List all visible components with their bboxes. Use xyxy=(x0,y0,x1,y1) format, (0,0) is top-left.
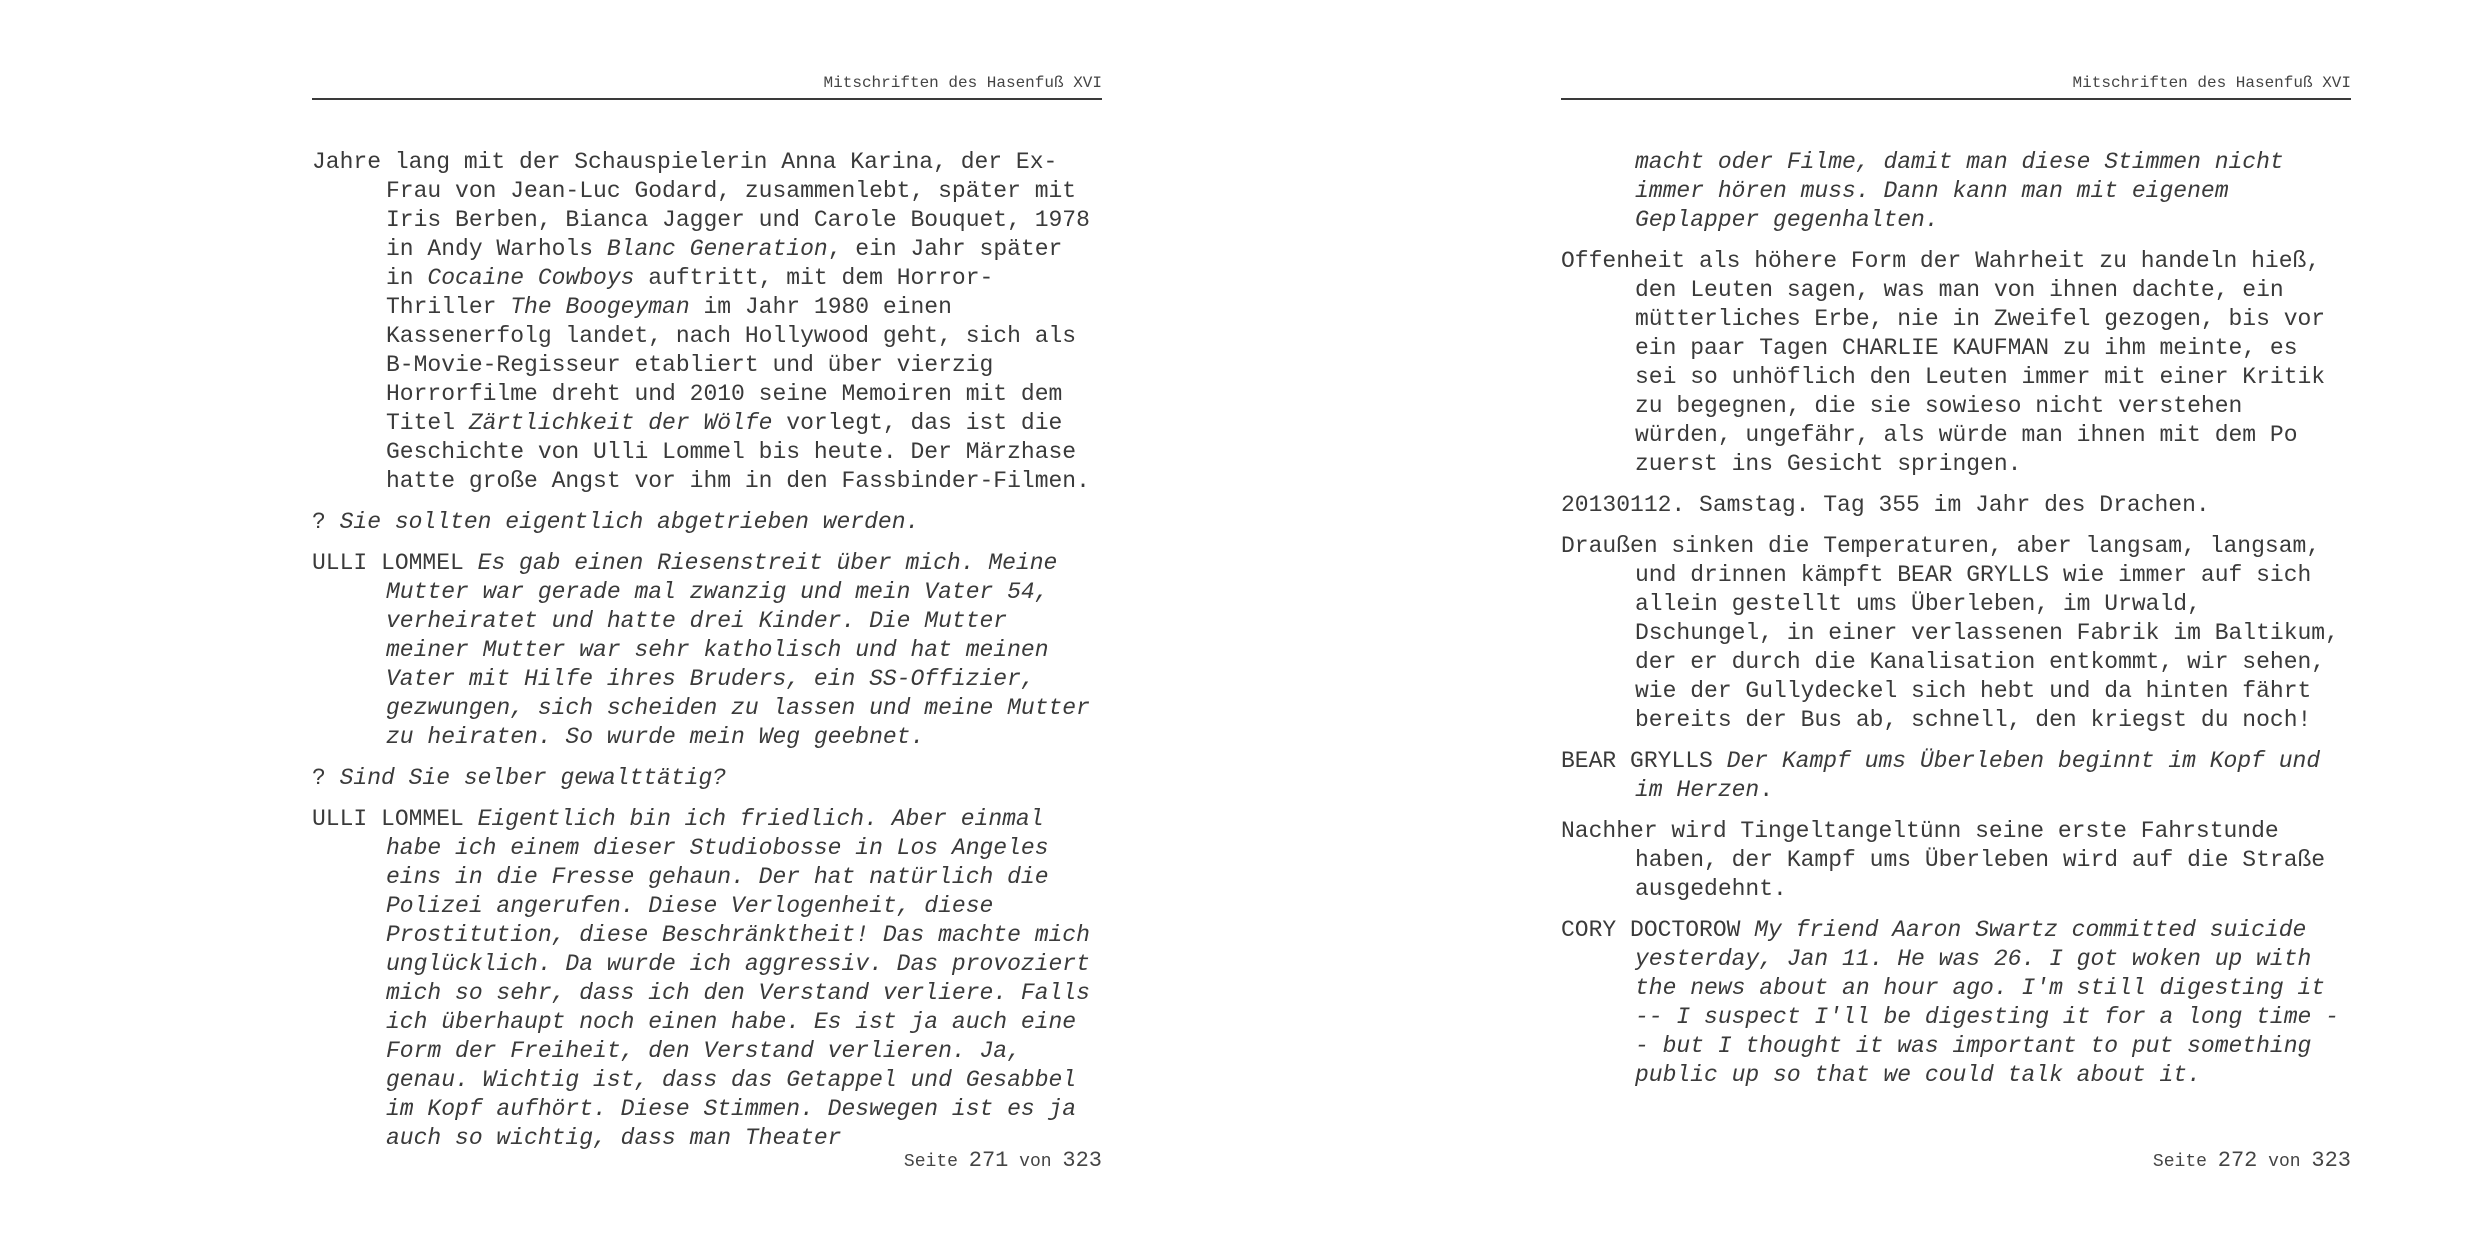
running-header: Mitschriften des Hasenfuß XVI xyxy=(1561,74,2351,100)
text-run: . xyxy=(1759,777,1774,803)
paragraph xyxy=(312,805,1102,1153)
footer-von-label: von xyxy=(2268,1152,2301,1172)
paragraph xyxy=(1561,532,2351,735)
paragraph xyxy=(312,508,1102,537)
italic-text: My friend Aaron Swartz committed suicide yesterday, Jan 11. He was 26. I got woken up with the news about an hour ago. I'm still digesting it -- I suspect I'll be digesting it for a long time -- but I thought it was important to put something public up so that we could talk about it. xyxy=(1635,917,2339,1088)
paragraph xyxy=(1561,247,2351,479)
page-number: 272 xyxy=(2217,1148,2258,1173)
text-run: ? xyxy=(312,509,340,535)
paragraph xyxy=(1561,817,2351,904)
running-header: Mitschriften des Hasenfuß XVI xyxy=(312,74,1102,100)
paragraph xyxy=(1561,148,2351,235)
text-run: ULLI LOMMEL xyxy=(312,806,478,832)
text-run: auftritt, mit dem Horror-Thriller xyxy=(386,265,994,320)
italic-text: Es gab einen Riesenstreit über mich. Meine Mutter war gerade mal zwanzig und mein Vater 54, verheiratet und hatte drei Kinder. Die Mutter meiner Mutter war sehr katholisch und hat meinen Vater mit Hilfe ihres Bruders, ein SS-Offizier, gezwungen, sich scheiden zu lassen und meine Mutter zu heiraten. So wurde mein Weg geebnet. xyxy=(386,550,1090,750)
text-run: BEAR GRYLLS xyxy=(1561,748,1727,774)
footer-von-label: von xyxy=(1019,1152,1052,1172)
page-body xyxy=(312,148,1102,1165)
page-body xyxy=(1561,148,2351,1102)
italic-text: Sind Sie selber gewalttätig? xyxy=(339,765,727,791)
text-run: Jahre lang mit der Schauspielerin Anna Karina, der Ex-Frau von Jean-Luc Godard, zusammenlebt, später mit Iris Berben, Bianca Jagger und Carole Bouquet, 1978 in Andy Warhols xyxy=(312,149,1090,262)
italic-text: Blanc Generation xyxy=(606,236,828,262)
paragraph xyxy=(312,148,1102,496)
text-run: im Jahr 1980 einen Kassenerfolg landet, nach Hollywood geht, sich als B-Movie-Regisseur etabliert und über vierzig Horrorfilme dreht und 2010 seine Memoiren mit dem Titel xyxy=(386,294,1077,436)
italic-text: The Boogeyman xyxy=(510,294,690,320)
italic-text: Cocaine Cowboys xyxy=(427,265,635,291)
paragraph xyxy=(1561,491,2351,520)
paragraph xyxy=(312,764,1102,793)
paragraph xyxy=(312,549,1102,752)
footer-seite-label: Seite xyxy=(903,1152,958,1172)
left-page xyxy=(312,0,1102,1240)
paragraph xyxy=(1561,747,2351,805)
italic-text: Sie sollten eigentlich abgetrieben werden. xyxy=(339,509,920,535)
page-footer xyxy=(1561,1148,2351,1173)
text-run: CORY DOCTOROW xyxy=(1561,917,1755,943)
text-run: 20130112. Samstag. Tag 355 im Jahr des Drachen. xyxy=(1561,492,2210,518)
text-run: ULLI LOMMEL xyxy=(312,550,478,576)
right-page xyxy=(1561,0,2351,1240)
paragraph xyxy=(1561,916,2351,1090)
italic-text: Der Kampf ums Überleben beginnt im Kopf und im Herzen xyxy=(1635,748,2321,803)
text-run: , ein Jahr später in xyxy=(386,236,1063,291)
text-run: Draußen sinken die Temperaturen, aber langsam, langsam, und drinnen kämpft BEAR GRYLLS wie immer auf sich allein gestellt ums Überleben, im Urwald, Dschungel, in einer verlassenen Fabrik im Baltikum, der er durch die Kanalisation entkommt, wir sehen, wie der Gullydeckel sich hebt und da hinten fährt bereits der Bus ab, schnell, den kriegst du noch! xyxy=(1561,533,2339,733)
italic-text: macht oder Filme, damit man diese Stimmen nicht immer hören muss. Dann kann man mit eigenem Geplapper gegenhalten. xyxy=(1635,149,2284,233)
total-pages: 323 xyxy=(2311,1148,2351,1173)
total-pages: 323 xyxy=(1062,1148,1102,1173)
text-run: Offenheit als höhere Form der Wahrheit zu handeln hieß, den Leuten sagen, was man von ihnen dachte, ein mütterliches Erbe, nie in Zweifel gezogen, bis vor ein paar Tagen CHARLIE KAUFMAN zu ihm meinte, es sei so unhöflich den Leuten immer mit einer Kritik zu begegnen, die sie sowieso nicht verstehen würden, ungefähr, als würde man ihnen mit dem Po zuerst ins Gesicht springen. xyxy=(1561,248,2326,477)
text-run: ? xyxy=(312,765,340,791)
italic-text: Zärtlichkeit der Wölfe xyxy=(468,410,773,436)
page-number: 271 xyxy=(968,1148,1009,1173)
italic-text: Eigentlich bin ich friedlich. Aber einmal habe ich einem dieser Studiobosse in Los Angeles eins in die Fresse gehaun. Der hat natürlich die Polizei angerufen. Diese Verlogenheit, diese Prostitution, diese Beschränktheit! Das machte mich unglücklich. Da wurde ich aggressiv. Das provoziert mich so sehr, dass ich den Verstand verliere. Falls ich überhaupt noch einen habe. Es ist ja auch eine Form der Freiheit, den Verstand verlieren. Ja, genau. Wichtig ist, dass das Getappel und Gesabbel im Kopf aufhört. Diese Stimmen. Deswegen ist es ja auch so wichtig, dass man Theater xyxy=(386,806,1090,1151)
page-footer xyxy=(312,1148,1102,1173)
text-run: vorlegt, das ist die Geschichte von Ulli Lommel bis heute. Der Märzhase hatte große Angst vor ihm in den Fassbinder-Filmen. xyxy=(386,410,1090,494)
text-run: Nachher wird Tingeltangeltünn seine erste Fahrstunde haben, der Kampf ums Überleben wird auf die Straße ausgedehnt. xyxy=(1561,818,2326,902)
footer-seite-label: Seite xyxy=(2152,1152,2207,1172)
